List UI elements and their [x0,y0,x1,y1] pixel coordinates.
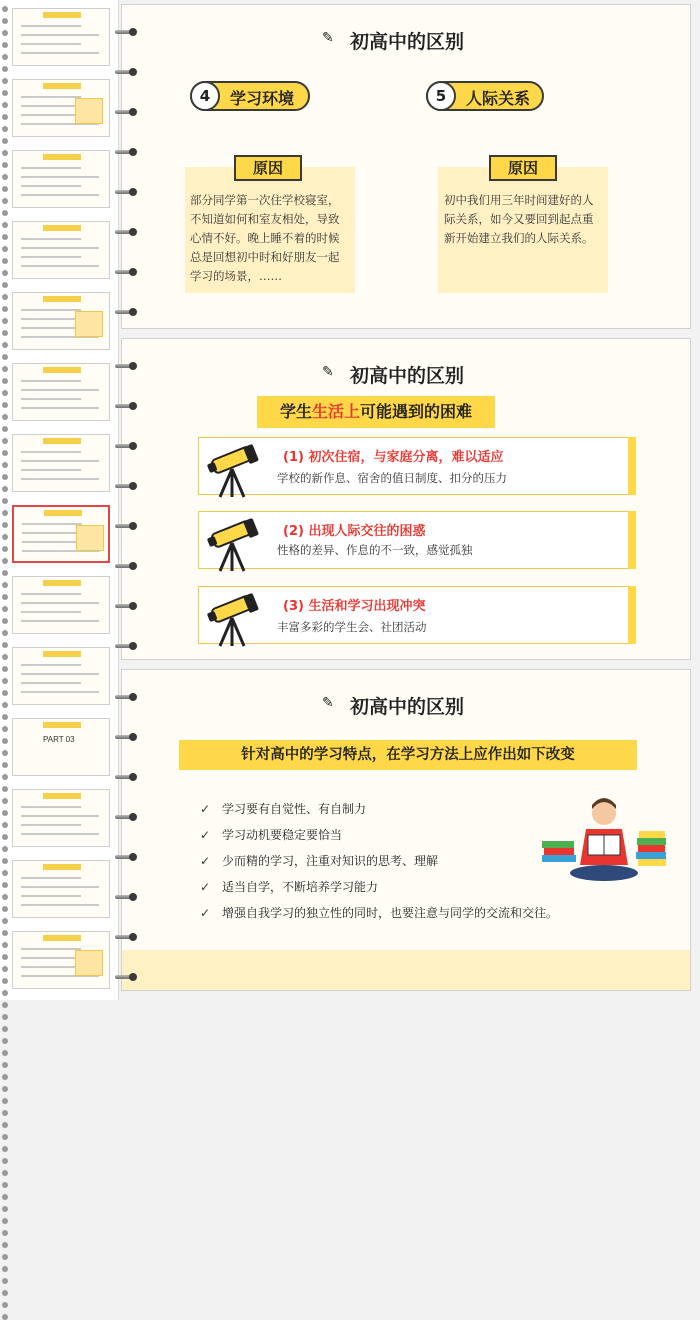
thumbnail-text-line [21,833,99,835]
thumbnail-box [75,950,103,976]
binder-ring [2,30,8,36]
binder-ring [2,486,8,492]
slide-thumbnail[interactable] [12,576,110,634]
binder-ring [2,906,8,912]
slide-title: ✎ 初高中的区别 [322,30,464,53]
binder-ring [2,666,8,672]
telescope-icon [206,513,260,573]
thumbnail-text-line [21,309,81,311]
binder-ring [2,306,8,312]
binder-ring [2,1158,8,1164]
binder-ring [115,267,139,277]
advice-item: ✓ 适当自学，不断培养学习能力 [200,880,379,894]
slide-thumbnail[interactable] [12,718,110,776]
binder-ring [115,187,139,197]
binder-ring [2,1074,8,1080]
binder-ring [2,882,8,888]
binder-ring [2,366,8,372]
binder-ring [2,1230,8,1236]
binder-ring [2,618,8,624]
slide-thumbnail[interactable] [12,505,110,563]
binder-ring [115,481,139,491]
binder-ring [2,246,8,252]
binder-ring [2,786,8,792]
binder-ring [2,870,8,876]
slide-footer-band [122,950,690,990]
binder-ring [2,510,8,516]
binder-ring [2,342,8,348]
thumbnail-heading [43,935,81,941]
binder-ring [2,678,8,684]
thumbnail-text-line [21,34,99,36]
binder-ring [2,234,8,240]
binder-ring [2,1290,8,1296]
thumbnail-text-line [21,389,99,391]
binder-ring [2,570,8,576]
binder-ring [2,6,8,12]
binder-ring [2,606,8,612]
binder-ring [115,561,139,571]
check-icon: ✓ [200,802,211,816]
binder-ring [2,702,8,708]
binder-ring [115,441,139,451]
slide-thumbnail[interactable] [12,647,110,705]
pen-icon: ✎ [322,30,334,46]
binder-ring [2,522,8,528]
binder-ring [115,772,139,782]
binder-ring [2,930,8,936]
slide-life-difficulties[interactable] [121,338,691,660]
reason-text-left: 部分同学第一次住学校寝室，不知道如何和室友相处，导致心情不好。晚上睡不着的时候总是回想初中时和好朋友一起学习的场景，…… [190,193,340,283]
thumbnail-heading [43,793,81,799]
slide-thumbnail[interactable] [12,860,110,918]
slide-study-method-changes[interactable] [121,669,691,991]
thumbnail-text-line [21,904,99,906]
binder-ring [2,810,8,816]
thumbnail-text-line [22,523,82,525]
reason-text-right: 初中我们用三年时间建好的人际关系，如今又要回到起点重新开始建立我们的人际关系。 [444,193,594,245]
problem-accent-bar [628,586,636,644]
thumbnail-text-line [21,824,81,826]
thumbnail-heading [43,296,81,302]
check-icon: ✓ [200,880,211,894]
thumbnail-text-line [21,25,81,27]
thumbnail-text-line [21,478,99,480]
telescope-icon [206,439,260,499]
binder-ring [2,774,8,780]
binder-ring [2,1062,8,1068]
slide-thumbnail[interactable] [12,150,110,208]
slide-thumbnail[interactable] [12,79,110,137]
binder-ring [115,107,139,117]
thumbnail-text-line [21,611,81,613]
binder-ring [2,462,8,468]
binder-ring [2,750,8,756]
thumbnail-text-line [21,167,81,169]
binder-ring [2,1206,8,1212]
binder-ring [2,1098,8,1104]
binder-ring [2,474,8,480]
thumbnail-text-line [21,691,99,693]
binder-ring [2,858,8,864]
binder-ring [2,378,8,384]
binder-ring [2,1122,8,1128]
binder-ring [2,210,8,216]
binder-ring [2,126,8,132]
binder-ring [2,762,8,768]
binder-ring [2,954,8,960]
thumbnail-text-line [21,380,81,382]
binder-ring [2,186,8,192]
binder-ring [115,932,139,942]
binder-ring [2,1182,8,1188]
check-icon: ✓ [200,854,211,868]
binder-ring [2,414,8,420]
binder-ring [2,294,8,300]
binder-ring [2,1014,8,1020]
slide-thumbnail-panel [0,0,119,1000]
thumbnail-text-line [21,176,99,178]
problem-desc: 丰富多彩的学生会、社团活动 [277,620,427,634]
thumbnail-title: PART 03 [43,735,75,744]
thumbnail-text-line [21,114,81,116]
binder-ring [2,1134,8,1140]
binder-ring [2,582,8,588]
thumbnail-text-line [21,886,99,888]
problem-accent-bar [628,437,636,495]
thumbnail-heading [43,580,81,586]
binder-ring [2,390,8,396]
binder-ring [2,990,8,996]
binder-ring [2,438,8,444]
binder-ring [2,1026,8,1032]
problem-title: (3) 生活和学习出现冲突 [283,599,426,614]
difficulties-banner: 学生生活上可能遇到的困难 [257,396,495,428]
problem-desc: 学校的新作息、宿舍的值日制度、扣分的压力 [277,471,507,485]
thumbnail-heading [43,864,81,870]
problem-card [198,586,636,644]
thumbnail-heading [43,438,81,444]
binder-ring [2,1194,8,1200]
binder-ring [2,714,8,720]
problem-title: (1) 初次住宿，与家庭分离，难以适应 [283,450,504,465]
study-method-banner: 针对高中的学习特点，在学习方法上应作出如下改变 [179,740,637,770]
binder-ring [2,222,8,228]
thumbnail-binder-rings [0,0,10,1000]
binder-ring [2,1050,8,1056]
thumbnail-text-line [21,469,81,471]
binder-ring [2,450,8,456]
thumbnail-heading [43,722,81,728]
binder-ring [2,630,8,636]
problem-title: (2) 出现人际交往的困惑 [283,524,426,539]
slide-title: ✎ 初高中的区别 [322,364,464,387]
binder-ring [2,162,8,168]
thumbnail-text-line [21,407,99,409]
binder-ring [115,521,139,531]
binder-ring [2,1266,8,1272]
thumbnail-text-line [21,593,81,595]
thumbnail-text-line [21,877,81,879]
slide-thumbnail[interactable] [12,292,110,350]
binder-ring [115,852,139,862]
thumbnail-heading [43,154,81,160]
binder-ring [2,330,8,336]
thumbnail-text-line [21,43,81,45]
binder-ring [2,282,8,288]
binder-ring [2,642,8,648]
binder-ring [2,942,8,948]
thumbnail-text-line [21,96,81,98]
binder-ring [2,822,8,828]
binder-ring [2,54,8,60]
binder-ring [2,546,8,552]
binder-ring [2,846,8,852]
thumbnail-heading [43,12,81,18]
binder-ring [2,402,8,408]
binder-ring [115,67,139,77]
binder-ring [2,1242,8,1248]
binder-ring [115,361,139,371]
slide-learning-environment[interactable] [121,4,691,329]
binder-ring [2,150,8,156]
slide-thumbnail[interactable] [12,434,110,492]
binder-ring [115,732,139,742]
slide-thumbnail[interactable] [12,8,110,66]
binder-ring [2,90,8,96]
binder-ring [2,594,8,600]
binder-ring [2,1146,8,1152]
binder-ring [2,1002,8,1008]
thumbnail-text-line [21,815,99,817]
pen-icon: ✎ [322,695,334,711]
binder-ring [2,1254,8,1260]
thumbnail-text-line [21,602,99,604]
telescope-icon [206,588,260,648]
slide-thumbnail[interactable] [12,221,110,279]
binder-ring [2,354,8,360]
binder-ring [2,78,8,84]
thumbnail-text-line [21,256,81,258]
thumbnail-text-line [22,541,82,543]
thumbnail-text-line [21,620,99,622]
thumbnail-box [76,525,104,551]
binder-ring [2,654,8,660]
binder-ring [2,114,8,120]
binder-ring [115,892,139,902]
thumbnail-box [75,311,103,337]
problem-desc: 性格的差异、作息的不一致，感觉孤独 [277,543,473,557]
thumbnail-text-line [21,966,81,968]
binder-ring [115,601,139,611]
thumbnail-text-line [21,682,81,684]
problem-accent-bar [628,511,636,569]
binder-ring [2,318,8,324]
thumbnail-text-line [21,52,99,54]
binder-ring [2,1110,8,1116]
reason-tag-right: 原因 [489,155,557,181]
binder-ring [2,726,8,732]
binder-ring [115,147,139,157]
thumbnail-text-line [21,664,81,666]
binder-ring [2,1086,8,1092]
slide-thumbnail[interactable] [12,931,110,989]
thumbnail-text-line [21,895,81,897]
slide-thumbnail[interactable] [12,363,110,421]
slide-thumbnail[interactable] [12,789,110,847]
binder-ring [2,918,8,924]
binder-ring [115,307,139,317]
thumbnail-text-line [21,194,99,196]
binder-ring [2,1314,8,1320]
advice-item: ✓ 增强自我学习的独立性的同时，也要注意与同学的交流和交往。 [200,906,559,920]
binder-ring [2,1218,8,1224]
thumbnail-text-line [21,238,81,240]
binder-ring [2,102,8,108]
binder-ring [2,534,8,540]
binder-ring [2,66,8,72]
binder-ring [115,972,139,982]
thumbnail-text-line [21,806,81,808]
check-icon: ✓ [200,828,211,842]
thumbnail-text-line [21,265,99,267]
binder-ring [2,258,8,264]
thumbnail-text-line [21,460,99,462]
pen-icon: ✎ [322,364,334,380]
reason-tag-left: 原因 [234,155,302,181]
binder-ring [2,1170,8,1176]
thumbnail-heading [43,367,81,373]
binder-ring [2,18,8,24]
binder-ring [115,812,139,822]
binder-ring [2,138,8,144]
binder-ring [2,426,8,432]
section-pill-learning-environment: 4 学习环境 [190,81,310,111]
problem-card [198,511,636,569]
thumbnail-text-line [21,398,81,400]
binder-ring [2,1038,8,1044]
binder-ring [115,227,139,237]
binder-ring [2,270,8,276]
binder-ring [2,798,8,804]
binder-ring [2,738,8,744]
thumbnail-text-line [21,247,99,249]
binder-ring [2,174,8,180]
binder-ring [2,834,8,840]
binder-ring [2,42,8,48]
advice-item: ✓ 学习要有自觉性、有自制力 [200,802,367,816]
thumbnail-box [75,98,103,124]
binder-ring [115,692,139,702]
thumbnail-text-line [21,185,81,187]
binder-ring [2,894,8,900]
binder-ring [2,558,8,564]
thumbnail-heading [44,510,82,516]
problem-card [198,437,636,495]
section-pill-relationships: 5 人际关系 [426,81,544,111]
binder-ring [2,978,8,984]
binder-ring [2,198,8,204]
thumbnail-heading [43,651,81,657]
thumbnail-heading [43,83,81,89]
check-icon: ✓ [200,906,211,920]
thumbnail-text-line [21,451,81,453]
thumbnail-text-line [21,327,81,329]
thumbnail-text-line [21,673,99,675]
binder-ring [115,641,139,651]
slide-title: ✎ 初高中的区别 [322,695,464,718]
binder-ring [2,1302,8,1308]
binder-ring [115,27,139,37]
binder-ring [115,401,139,411]
advice-item: ✓ 学习动机要稳定要恰当 [200,828,343,842]
binder-ring [2,690,8,696]
thumbnail-text-line [21,948,81,950]
thumbnail-heading [43,225,81,231]
student-reading-illustration [542,795,667,890]
advice-item: ✓ 少而精的学习，注重对知识的思考、理解 [200,854,439,868]
binder-ring [2,498,8,504]
binder-ring [2,1278,8,1284]
binder-ring [2,966,8,972]
